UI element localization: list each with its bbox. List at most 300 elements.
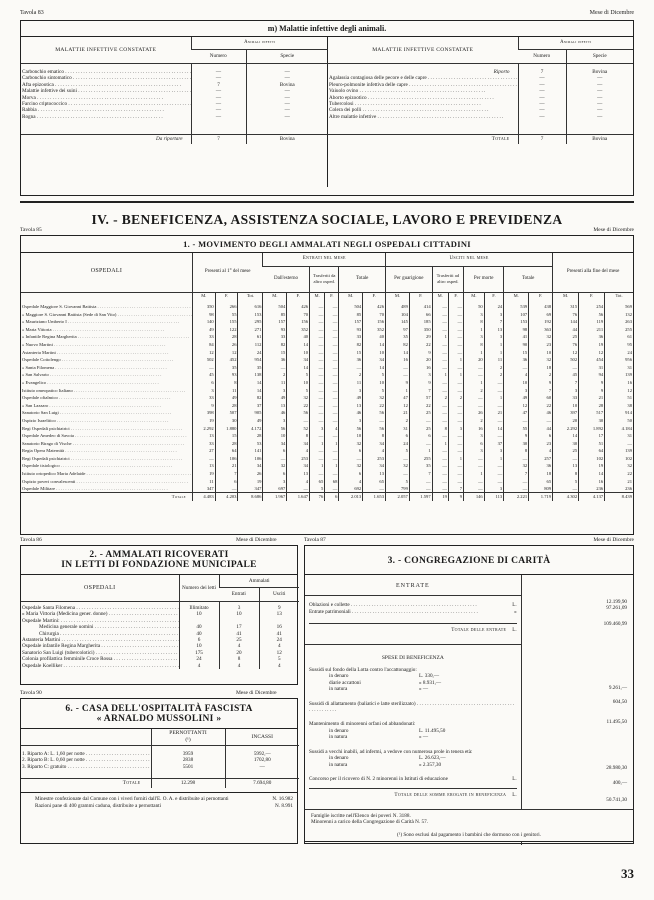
totale-cell: 2.013 [339, 493, 363, 501]
col-malattie-right: MALATTIE INFETTIVE CONSTATATE [328, 37, 518, 63]
table-cell: 82 [238, 394, 263, 402]
table-cell: — [448, 387, 463, 395]
sussidi-denaro: in denaro [329, 673, 349, 680]
table-cell: 33 [553, 394, 579, 402]
totale-cell: 6 [325, 493, 339, 501]
table-cell: 1.880 [215, 425, 238, 433]
table-row [21, 417, 633, 425]
ospedale-name: Ospedale Cottolengo . . . [21, 356, 192, 364]
totale-cell: 1.597 [409, 493, 432, 501]
table-cell: 40 [363, 333, 386, 341]
table-cell: 31 [579, 364, 605, 372]
table-cell: — [553, 455, 579, 463]
table-cell: — [325, 409, 339, 417]
table-cell: — [325, 303, 339, 311]
table-cell: — [448, 440, 463, 448]
totale-cell: 1.967 [263, 493, 287, 501]
minorenni-text: Minorenni a carico della Congregazione di Carità N. 57. [311, 819, 428, 826]
page-number: 33 [621, 866, 634, 881]
table-cell: — [432, 326, 448, 334]
table-cell: 139 [605, 371, 633, 379]
table-cell: — [484, 432, 504, 440]
table-cell: 12 [192, 349, 215, 357]
table-cell: 2 [464, 387, 485, 395]
malattia-row-num: — [518, 75, 566, 81]
malattia-row-specie: — [246, 101, 328, 107]
table-cell: 9 [409, 379, 432, 387]
tav86-col-entrati: Entrati [219, 587, 259, 601]
table-cell: — [432, 478, 448, 486]
table-cell: 56 [363, 425, 386, 433]
riporto-label: Riporto [493, 69, 510, 75]
malattia-row-num: 7 [191, 82, 246, 88]
table-cell: 45 [553, 371, 579, 379]
table-cell: 954 [238, 356, 263, 364]
table-cell: 3 [448, 425, 463, 433]
table-cell: 5 [310, 485, 325, 493]
table-cell: — [605, 440, 633, 448]
ospedale-name: Ospedale infantile Regina Margherita . . . [21, 643, 179, 649]
table-cell: 257 [529, 455, 553, 463]
malattia-row-name: Tubercolosi . . . [328, 101, 518, 107]
table-cell: 3 [484, 447, 504, 455]
table-cell: — [325, 356, 339, 364]
table-cell: 9 [579, 379, 605, 387]
sussidi-denaro-val: L. 330,— [419, 673, 440, 680]
table-cell: 1.892 [579, 425, 605, 433]
table-cell: 4 [287, 478, 310, 486]
table-cell: 93 [339, 326, 363, 334]
table-cell: 502 [553, 356, 579, 364]
malattia-row-num: — [518, 95, 566, 101]
table-cell: — [192, 364, 215, 372]
table-cell: 253 [287, 455, 310, 463]
totale-spese-val: 50.741,30 [606, 797, 627, 803]
table-cell: 1 [448, 371, 463, 379]
ospedale-name: Sanatorio Birago di Vische . . . [21, 440, 192, 448]
table-cell: 31 [605, 364, 633, 372]
tav85-subheader-row [21, 292, 633, 300]
table-cell: 20 [553, 417, 579, 425]
table-cell: 22 [409, 402, 432, 410]
col-morte: Per morte [464, 266, 504, 292]
malattia-row-name: Vaiuolo ovino . . . [328, 88, 518, 94]
table-cell: 35 [238, 364, 263, 372]
table-cell: 33 [192, 394, 215, 402]
subheader-cell: M. [263, 292, 287, 300]
table-cell: 7 [448, 485, 463, 493]
table-cell: — [432, 485, 448, 493]
col-specie-right: Specie [566, 49, 633, 63]
table-cell: 271 [238, 326, 263, 334]
ospedale-name: » Maria Vittoria . . . [21, 326, 192, 334]
table-cell: 37 [238, 402, 263, 410]
col-malattie-left: MALATTIE INFETTIVE CONSTATATE [21, 37, 191, 63]
table-cell: 5 [386, 447, 410, 455]
table-cell: 414 [409, 303, 432, 311]
table-cell: 3 [192, 387, 215, 395]
table-row [21, 409, 633, 417]
table-cell: 14 [287, 364, 310, 372]
vec-denaro-val: L. 26.623,— [419, 755, 446, 762]
malattia-row-name: Altre malattie infettive . . . [328, 114, 518, 120]
table-cell: — [464, 364, 485, 372]
table-cell: 263 [605, 318, 633, 326]
table-cell: 1 [448, 356, 463, 364]
table-cell: 25 [553, 447, 579, 455]
spese-header: SPESE DI BENEFICENZA [305, 644, 521, 665]
table-cell: — [484, 379, 504, 387]
table-cell: 350 [192, 303, 215, 311]
table-cell: 10 [363, 349, 386, 357]
table-cell: — [448, 311, 463, 319]
malattia-row-specie: — [566, 82, 633, 88]
table-cell: 85 [263, 311, 287, 319]
table-cell: 44 [553, 326, 579, 334]
malattia-row-specie: — [566, 107, 633, 113]
malattia-row-name: Rogna . . . [21, 114, 191, 120]
table-cell: 76 [553, 341, 579, 349]
table-cell: 17 [579, 432, 605, 440]
ospedale-name: Astanteria Martini . . . [21, 349, 192, 357]
table-cell: — [432, 364, 448, 372]
table-cell: 9 [504, 432, 529, 440]
cell-entrati: 4 [219, 663, 259, 669]
table-cell: 10 [263, 432, 287, 440]
table-cell: 30 [579, 417, 605, 425]
table-cell: 5 [287, 371, 310, 379]
table-cell: 3 [263, 417, 287, 425]
totale-label: Totale [171, 494, 186, 500]
table-cell: — [464, 462, 485, 470]
totale-cell: 1.647 [287, 493, 310, 501]
table-cell: 25 [409, 409, 432, 417]
table-cell: — [310, 326, 325, 334]
table-cell: 454 [579, 356, 605, 364]
table-cell: — [484, 387, 504, 395]
table-cell: 6 [263, 470, 287, 478]
totale-cell: 1.653 [363, 493, 386, 501]
table-row [21, 425, 633, 433]
table-cell: 7 [504, 470, 529, 478]
tav90-note2: Razioni pane di 400 grammi caduna, distribuite a pernottanti [35, 802, 162, 809]
table-cell: 107 [504, 311, 529, 319]
table-cell: 352 [363, 326, 386, 334]
col-presenti-inizio: Presenti al 1° del mese [192, 253, 263, 292]
table-cell: 69 [529, 311, 553, 319]
table-cell: 9 [409, 349, 432, 357]
table-cell: 363 [529, 326, 553, 334]
table-cell: 155 [215, 318, 238, 326]
table-cell: 6 [409, 432, 432, 440]
table-cell: 93 [263, 326, 287, 334]
table-cell: 52 [287, 425, 310, 433]
table-cell: 34 [287, 356, 310, 364]
table-cell: 4.172 [238, 425, 263, 433]
table-cell: 31 [386, 425, 410, 433]
table-cell: 50 [464, 303, 485, 311]
table-cell: 25 [409, 425, 432, 433]
table-cell: 569 [605, 303, 633, 311]
col-entrati: Entrati nel mese [263, 253, 386, 266]
table-cell: — [484, 462, 504, 470]
table-cell: — [263, 455, 287, 463]
cell-usciti: 24 [259, 637, 299, 643]
table-cell: 45 [192, 371, 215, 379]
table-cell: 61 [238, 333, 263, 341]
table-cell: — [325, 326, 339, 334]
tavola-86-label: Tavola 86 [20, 537, 42, 543]
table-cell: — [215, 485, 238, 493]
ospedale-name: Chirurgia . . . [21, 631, 179, 637]
subheader-cell: F. [448, 292, 463, 300]
tav90-col-incassi: INCASSI [225, 729, 299, 745]
riparto-row-name: 3. Riparto C: gratuito . . . [21, 764, 151, 770]
table-cell: 350 [409, 326, 432, 334]
mant-denaro-val: L. 11.495,50 [419, 727, 446, 734]
table-cell: 1 [325, 440, 339, 448]
table-cell: — [263, 364, 287, 372]
table-cell: 2 [263, 371, 287, 379]
table-cell: 41 [504, 333, 529, 341]
table-cell: — [464, 485, 485, 493]
table-cell: 1 [484, 341, 504, 349]
table-cell: 90 [504, 341, 529, 349]
table-cell: 616 [238, 303, 263, 311]
table-cell: — [325, 402, 339, 410]
table-cell: 51 [579, 440, 605, 448]
table-cell: — [553, 485, 579, 493]
col-specie-left: Specie [246, 49, 328, 63]
cell-usciti: 12 [259, 650, 299, 656]
tav85-total-row [21, 493, 633, 501]
table-cell: 46 [529, 409, 553, 417]
table-cell: — [553, 364, 579, 372]
table-cell: 11 [215, 387, 238, 395]
ospedale-name: » Evangelico . . . [21, 379, 192, 387]
table-cell: 8 [504, 447, 529, 455]
table-cell: 502 [192, 356, 215, 364]
table-cell: — [432, 455, 448, 463]
table-cell: 104 [386, 311, 410, 319]
table-cell: 6 [529, 432, 553, 440]
tav90-totale-pern: 12.298 [151, 778, 225, 788]
table-cell: 2 [432, 394, 448, 402]
table-cell: 35 [215, 364, 238, 372]
malattia-row-specie: Bovina [246, 82, 328, 88]
totale-cell: 4.302 [553, 493, 579, 501]
table-cell: 9 [192, 402, 215, 410]
sec-m-right [328, 37, 633, 187]
table-cell: 6 [215, 478, 238, 486]
table-cell: 4 [287, 447, 310, 455]
table-cell: 1 [448, 455, 463, 463]
table-cell: 112 [238, 341, 263, 349]
table-cell: 49 [263, 394, 287, 402]
table-cell: 23 [529, 341, 553, 349]
table-cell: 26 [464, 409, 485, 417]
table-cell: — [529, 417, 553, 425]
subheader-cell: Tot. [605, 292, 633, 300]
table-cell: 153 [504, 318, 529, 326]
oblazioni-val: 12.199,90 [606, 599, 627, 605]
table-cell: 13 [484, 326, 504, 334]
cell-usciti: 13 [259, 611, 299, 617]
subheader-cell: M. [504, 292, 529, 300]
ospedale-name: Regi Ospedali psichiatrici . . . [21, 425, 192, 433]
table-cell: 7 [553, 379, 579, 387]
table-cell: 1 [409, 447, 432, 455]
tavola-85-label: Tavola 85 [20, 227, 42, 233]
subheader-cell: Tot. [238, 292, 263, 300]
table-cell: 255 [409, 455, 432, 463]
table-cell: 5 [363, 371, 386, 379]
subheader-cell: F. [529, 292, 553, 300]
table-cell: 3 [339, 417, 363, 425]
table-cell: 40 [287, 333, 310, 341]
vec-natura: in natura [329, 761, 348, 768]
tav87-famiglie-box [304, 809, 634, 842]
table-cell: 44 [529, 425, 553, 433]
subheader-cell: F. [363, 292, 386, 300]
table-cell: 452 [215, 356, 238, 364]
malattia-row-name: Carbonchio ematico . . . [21, 69, 191, 75]
table-cell: 9 [579, 387, 605, 395]
table-cell: — [287, 417, 310, 425]
table-cell: — [310, 379, 325, 387]
table-cell: 36 [529, 462, 553, 470]
table-cell: 1 [464, 349, 485, 357]
da-riportare-label: Da riportare [156, 136, 183, 143]
table-row [21, 485, 633, 493]
table-cell: 21 [386, 409, 410, 417]
table-cell: — [432, 318, 448, 326]
table-cell: — [448, 417, 463, 425]
table-row [21, 371, 633, 379]
table-cell: — [325, 333, 339, 341]
table-cell: 32 [529, 356, 553, 364]
ospedale-name: » San Lazzaro . . . [21, 402, 192, 410]
table-cell: 95 [605, 341, 633, 349]
table-cell: — [386, 364, 410, 372]
table-cell: 31 [605, 432, 633, 440]
table-cell: — [325, 485, 339, 493]
col-trasferiti-da: Trasferiti da altro osped. [310, 266, 339, 292]
table-cell: 14 [238, 387, 263, 395]
tav90-notes [21, 792, 297, 809]
table-row [21, 462, 633, 470]
table-cell: 21 [484, 409, 504, 417]
table-cell: 19 [192, 470, 215, 478]
riparto-row-name: 2. Riparto B: L. 0,60 per notte . . . [21, 757, 151, 763]
table-cell: 49 [339, 394, 363, 402]
ospedale-name: » Infantile Regina Margherita . . . [21, 333, 192, 341]
ospedale-name: Istituto omeopatico Italiano . . . [21, 387, 192, 395]
table-cell: 9 [386, 379, 410, 387]
table-cell: 36 [579, 333, 605, 341]
table-cell: 49 [215, 394, 238, 402]
table-cell: — [504, 455, 529, 463]
chapter-block [20, 201, 634, 228]
ospedale-name: Ospedale Santa Filomena . . . [21, 605, 179, 611]
table-row [21, 303, 633, 311]
table-cell: — [448, 303, 463, 311]
cell-usciti: 4 [259, 643, 299, 649]
table-cell: 8 [432, 425, 448, 433]
table-cell: 36 [504, 356, 529, 364]
vec-natura-val: » 2.357,30 [419, 761, 442, 768]
table-cell: 46 [339, 409, 363, 417]
riparto-row-pern: 2838 [151, 757, 225, 763]
malattia-row-num: — [518, 107, 566, 113]
ospedale-name: » Santa Filomena . . . [21, 364, 192, 372]
table-cell: 82 [339, 341, 363, 349]
table-cell: 192 [529, 318, 553, 326]
table-cell: 32 [339, 462, 363, 470]
table-cell: 10 [504, 379, 529, 387]
table-cell: 13 [263, 402, 287, 410]
ospedale-name: » Mauriziano Umberto I . . . [21, 318, 192, 326]
tavola-87-mese: Mese di Dicembre [593, 537, 634, 543]
table-cell: — [448, 447, 463, 455]
table-row [21, 394, 633, 402]
table-cell: — [448, 379, 463, 387]
table-cell: 36 [263, 356, 287, 364]
table-cell: 16 [605, 379, 633, 387]
subheader-cell: M. [386, 292, 410, 300]
malattia-row-num: — [191, 95, 246, 101]
table-cell: 15 [339, 349, 363, 357]
totale-cell: 8.439 [605, 493, 633, 501]
subheader-cell: F. [484, 292, 504, 300]
malattia-row-specie: — [246, 107, 328, 113]
table-cell: — [464, 455, 485, 463]
table-cell: 8 [464, 341, 485, 349]
table-cell: — [504, 478, 529, 486]
oblazioni-label: Oblazioni e collette . . . [309, 602, 512, 608]
malattia-row-specie: — [566, 75, 633, 81]
totale-entrate-label: Totale delle entrate [451, 627, 507, 634]
table-cell: 13 [192, 432, 215, 440]
table-cell: — [484, 470, 504, 478]
table-cell: — [386, 371, 410, 379]
cell-usciti: 5 [259, 656, 299, 662]
allattamento-val: 604,50 [612, 699, 627, 705]
table-cell: 13 [363, 470, 386, 478]
table-cell: — [192, 455, 215, 463]
cell-entrati: 25 [219, 637, 259, 643]
table-cell: 185 [409, 318, 432, 326]
table-cell: 3 [339, 387, 363, 395]
table-cell: — [504, 417, 529, 425]
table-cell: — [432, 311, 448, 319]
table-cell: — [310, 311, 325, 319]
table-cell: 28 [215, 402, 238, 410]
table-cell: — [310, 409, 325, 417]
subheader-cell: F. [287, 292, 310, 300]
malattia-row-num: — [191, 114, 246, 120]
table-cell: — [432, 379, 448, 387]
table-cell: 36 [339, 356, 363, 364]
table-cell: — [325, 394, 339, 402]
table-cell: 3 [484, 485, 504, 493]
table-cell: — [310, 447, 325, 455]
totale-cell: 2.057 [386, 493, 410, 501]
tav90-title2: « ARNALDO MUSSOLINI » [21, 714, 297, 729]
table-cell: 2 [386, 417, 410, 425]
ospedale-name: Medicina generale uomini . . . [21, 624, 179, 630]
table-cell: 10 [287, 349, 310, 357]
